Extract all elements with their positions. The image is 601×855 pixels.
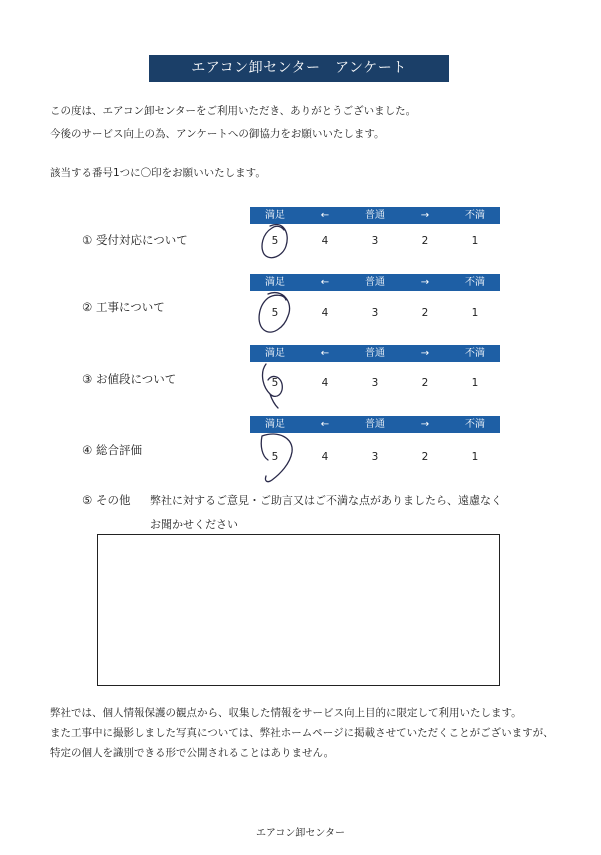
survey-title: エアコン卸センター アンケート	[149, 55, 449, 82]
scale-header-left-arrow: ←	[320, 277, 330, 288]
rating-option-5[interactable]: 5	[271, 451, 279, 463]
scale-header-neutral: 普通	[365, 419, 385, 430]
rating-option-1[interactable]: 1	[471, 235, 479, 247]
scale-header-neutral: 普通	[365, 348, 385, 359]
rating-option-2[interactable]: 2	[421, 235, 429, 247]
scale-header-left-arrow: ←	[320, 210, 330, 221]
intro-line-2: 今後のサービス向上の為、アンケートへの御協力をお願いいたします。	[50, 128, 385, 140]
question-label-overall: ④ 総合評価	[82, 443, 142, 457]
scale-header-satisfied: 満足	[265, 419, 285, 430]
rating-option-2[interactable]: 2	[421, 307, 429, 319]
scale-header-satisfied: 満足	[265, 210, 285, 221]
other-prompt-line-2: お聞かせください	[150, 518, 238, 531]
rating-option-3[interactable]: 3	[371, 235, 379, 247]
scale-header-right-arrow: →	[420, 277, 430, 288]
scale-header-dissatisfied: 不満	[465, 419, 485, 430]
question-label-installation: ② 工事について	[82, 300, 165, 314]
rating-option-5[interactable]: 5	[271, 307, 279, 319]
scale-header-neutral: 普通	[365, 210, 385, 221]
rating-option-3[interactable]: 3	[371, 307, 379, 319]
footer-company-name: エアコン卸センター	[255, 828, 346, 839]
rating-option-5[interactable]: 5	[271, 377, 279, 389]
rating-option-1[interactable]: 1	[471, 307, 479, 319]
privacy-line-1: 弊社では、個人情報保護の観点から、収集した情報をサービス向上目的に限定して利用いたします。	[50, 707, 522, 719]
scale-header-satisfied: 満足	[265, 348, 285, 359]
rating-option-3[interactable]: 3	[371, 377, 379, 389]
privacy-line-2: また工事中に撮影しました写真については、弊社ホームページに掲載させていただくことがございますが、	[50, 727, 554, 739]
rating-option-1[interactable]: 1	[471, 451, 479, 463]
scale-header-right-arrow: →	[420, 348, 430, 359]
scale-header-dissatisfied: 不満	[465, 348, 485, 359]
handwritten-circle-mark	[248, 426, 300, 486]
scale-header-dissatisfied: 不満	[465, 277, 485, 288]
question-label-other: ⑤ その他	[82, 493, 131, 507]
scale-header-left-arrow: ←	[320, 419, 330, 430]
intro-line-1: この度は、エアコン卸センターをご利用いただき、ありがとうございました。	[50, 105, 417, 117]
rating-option-2[interactable]: 2	[421, 377, 429, 389]
rating-option-4[interactable]: 4	[321, 235, 329, 247]
scale-header-right-arrow: →	[420, 419, 430, 430]
handwritten-circle-mark	[248, 284, 300, 344]
question-label-reception: ① 受付対応について	[82, 233, 188, 247]
rating-option-4[interactable]: 4	[321, 377, 329, 389]
other-prompt-line-1: 弊社に対するご意見・ご助言又はご不満な点がありましたら、遠慮なく	[150, 494, 502, 507]
rating-option-2[interactable]: 2	[421, 451, 429, 463]
comment-box[interactable]	[97, 534, 500, 686]
rating-option-1[interactable]: 1	[471, 377, 479, 389]
scale-header-dissatisfied: 不満	[465, 210, 485, 221]
instruction-text: 該当する番号1つに〇印をお願いいたします。	[50, 167, 266, 179]
rating-option-4[interactable]: 4	[321, 451, 329, 463]
privacy-line-3: 特定の個人を識別できる形で公開されることはありません。	[50, 747, 335, 759]
handwritten-circle-mark	[248, 350, 300, 410]
scale-header-satisfied: 満足	[265, 277, 285, 288]
handwritten-circle-mark	[248, 212, 300, 272]
scale-header-neutral: 普通	[365, 277, 385, 288]
rating-option-4[interactable]: 4	[321, 307, 329, 319]
question-label-price: ③ お値段について	[82, 372, 177, 386]
rating-option-5[interactable]: 5	[271, 235, 279, 247]
rating-option-3[interactable]: 3	[371, 451, 379, 463]
scale-header-left-arrow: ←	[320, 348, 330, 359]
scale-header-right-arrow: →	[420, 210, 430, 221]
